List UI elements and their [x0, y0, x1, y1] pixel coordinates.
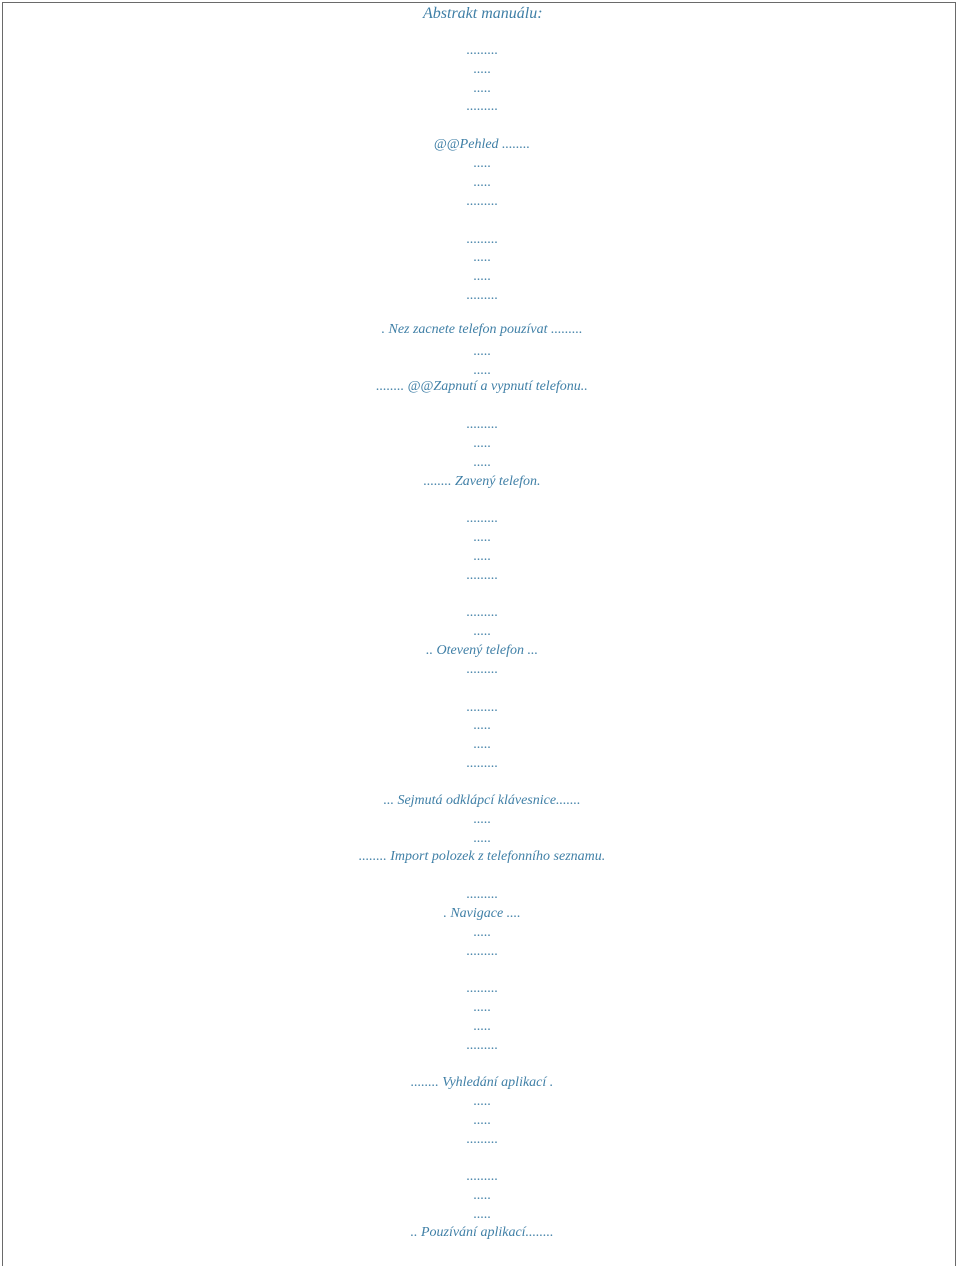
dots: ..... [473, 363, 491, 378]
toc-entry[interactable] [3, 849, 960, 865]
dots: ..... [473, 62, 491, 77]
toc-leader-dots [3, 568, 960, 584]
toc-leader-dots [3, 1038, 960, 1054]
toc-leader-dots [3, 417, 960, 433]
toc-leader-dots [3, 250, 960, 266]
toc-leader-dots [3, 455, 960, 471]
dots: ......... [466, 981, 498, 996]
toc-leader-dots [3, 737, 960, 753]
dots: ..... [473, 831, 491, 846]
toc-entry-label: .. Otevený telefon ... [426, 643, 538, 658]
dots: ......... [466, 1169, 498, 1184]
dots: ..... [473, 718, 491, 733]
toc-leader-dots [3, 1094, 960, 1110]
toc-leader-dots [3, 81, 960, 97]
dots: ..... [473, 530, 491, 545]
toc-leader-dots [3, 1188, 960, 1204]
toc-leader-dots [3, 1000, 960, 1016]
toc-leader-dots [3, 43, 960, 59]
dots: ..... [473, 250, 491, 265]
toc-leader-dots [3, 363, 960, 379]
toc-leader-dots [3, 269, 960, 285]
toc-leader-dots [3, 718, 960, 734]
document-title: Abstrakt manuálu: [423, 5, 543, 22]
dots: ......... [466, 99, 498, 114]
toc-leader-dots [3, 831, 960, 847]
toc-entry-label: ........ Import polozek z telefonního seznamu. [358, 849, 606, 864]
toc-leader-dots [3, 344, 960, 360]
toc-entry[interactable] [3, 1075, 960, 1091]
dots: ......... [466, 662, 498, 677]
toc-leader-dots [3, 605, 960, 621]
toc-entry-label: . Nez zacnete telefon pouzívat ......... [381, 322, 583, 337]
dots: ......... [466, 1132, 498, 1147]
toc-leader-dots [3, 175, 960, 191]
toc-entry-label: .. Pouzívání aplikací........ [410, 1225, 554, 1240]
dots: ..... [473, 1113, 491, 1128]
toc-entry-label: ........ Zavený telefon. [423, 474, 541, 489]
toc-entry-label: . Navigace .... [443, 906, 521, 921]
toc-entry-label: ........ Vyhledání aplikací . [410, 1075, 554, 1090]
toc-entry[interactable] [3, 643, 960, 659]
dots: ..... [473, 549, 491, 564]
toc-leader-dots [3, 288, 960, 304]
toc-entry-label: @@Pehled ........ [433, 137, 531, 152]
dots: ......... [466, 887, 498, 902]
dots: ..... [473, 455, 491, 470]
toc-leader-dots [3, 549, 960, 565]
toc-leader-dots [3, 530, 960, 546]
dots: ......... [466, 232, 498, 247]
dots: ......... [466, 417, 498, 432]
dots: ......... [466, 700, 498, 715]
toc-leader-dots [3, 756, 960, 772]
dots: ..... [473, 156, 491, 171]
dots: ..... [473, 344, 491, 359]
dots: ..... [473, 175, 491, 190]
toc-entry-label: ... Sejmutá odklápcí klávesnice....... [383, 793, 581, 808]
toc-leader-dots [3, 62, 960, 78]
toc-entry[interactable] [3, 906, 960, 922]
dots: ..... [473, 1019, 491, 1034]
dots: ......... [466, 756, 498, 771]
dots: ..... [473, 1094, 491, 1109]
dots: ..... [473, 1000, 491, 1015]
toc-leader-dots [3, 1113, 960, 1129]
dots: ......... [466, 605, 498, 620]
toc-leader-dots [3, 232, 960, 248]
toc-entry[interactable] [3, 1225, 960, 1241]
dots: ......... [466, 194, 498, 209]
toc-leader-dots [3, 436, 960, 452]
toc-leader-dots [3, 662, 960, 678]
toc-entry[interactable] [3, 379, 960, 395]
dots: ......... [466, 511, 498, 526]
toc-leader-dots [3, 99, 960, 115]
toc-leader-dots [3, 812, 960, 828]
dots: ..... [473, 1188, 491, 1203]
dots: ......... [466, 43, 498, 58]
toc-entry[interactable] [3, 137, 960, 153]
dots: ..... [473, 925, 491, 940]
dots: ..... [473, 624, 491, 639]
dots: ......... [466, 1038, 498, 1053]
toc-leader-dots [3, 1169, 960, 1185]
dots: ..... [473, 812, 491, 827]
toc-entry[interactable] [3, 793, 960, 809]
toc-leader-dots [3, 925, 960, 941]
toc-leader-dots [3, 981, 960, 997]
dots: ..... [473, 81, 491, 96]
dots: ......... [466, 288, 498, 303]
dots: ..... [473, 737, 491, 752]
dots: ......... [466, 568, 498, 583]
dots: ..... [473, 436, 491, 451]
toc-leader-dots [3, 511, 960, 527]
toc-leader-dots [3, 624, 960, 640]
dots: ..... [473, 269, 491, 284]
toc-leader-dots [3, 1207, 960, 1223]
document-page [2, 2, 956, 1266]
toc-leader-dots [3, 1132, 960, 1148]
toc-leader-dots [3, 944, 960, 960]
toc-leader-dots [3, 1019, 960, 1035]
toc-leader-dots [3, 156, 960, 172]
dots: ..... [473, 1207, 491, 1222]
toc-leader-dots [3, 700, 960, 716]
toc-leader-dots [3, 194, 960, 210]
dots: ......... [466, 944, 498, 959]
toc-entry[interactable] [3, 474, 960, 490]
toc-entry[interactable] [3, 322, 960, 338]
toc-entry-label: ........ @@Zapnutí a vypnutí telefonu.. [376, 379, 588, 394]
toc-leader-dots [3, 887, 960, 903]
